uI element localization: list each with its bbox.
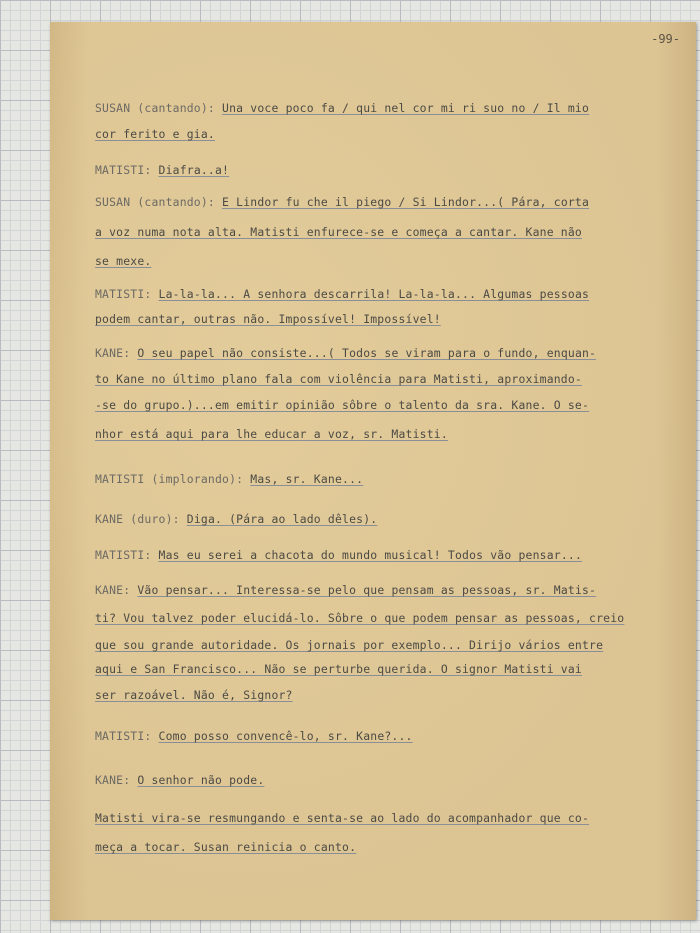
- speaker-label: SUSAN (cantando):: [95, 195, 223, 209]
- script-line: [95, 583, 596, 597]
- line-text: O seu papel não consiste...( Todos se viram para o fundo, enquan-: [137, 346, 597, 360]
- speaker-label: KANE (duro):: [95, 512, 187, 526]
- line-text: Mas eu serei a chacota do mundo musical! Todos vão pensar...: [158, 548, 582, 562]
- script-line: [95, 548, 582, 562]
- script-line: [95, 195, 589, 209]
- script-line: [95, 811, 589, 825]
- page-number: -99-: [651, 32, 680, 46]
- speaker-label: KANE:: [95, 346, 138, 360]
- script-line: [95, 346, 596, 360]
- speaker-label: KANE:: [95, 773, 138, 787]
- line-text: E Lindor fu che il piego / Si Lindor...( Pára, corta: [222, 195, 590, 209]
- script-line: [95, 427, 448, 441]
- line-text: cor ferito e gia.: [95, 127, 215, 141]
- script-line: [95, 662, 582, 676]
- line-text: meça a tocar. Susan reinicia o canto.: [95, 840, 357, 854]
- line-text: podem cantar, outras não. Impossível! Impossível!: [95, 312, 441, 326]
- script-line: [95, 638, 603, 652]
- script-line: [95, 163, 229, 177]
- line-text: ser razoável. Não é, Signor?: [95, 688, 293, 702]
- speaker-label: MATISTI:: [95, 548, 159, 562]
- script-line: [95, 840, 356, 854]
- speaker-label: MATISTI:: [95, 163, 159, 177]
- script-line: [95, 101, 589, 115]
- line-text: Diafra..a!: [158, 163, 230, 177]
- script-line: [95, 729, 413, 743]
- script-line: [95, 287, 589, 301]
- script-line: [95, 372, 582, 386]
- line-text: ti? Vou talvez poder elucidá-lo. Sôbre o que podem pensar as pessoas, creio: [95, 611, 625, 625]
- script-line: [95, 472, 363, 486]
- script-line: [95, 611, 624, 625]
- line-text: Mas, sr. Kane...: [250, 472, 364, 486]
- script-line: [95, 127, 215, 141]
- script-line: [95, 398, 589, 412]
- line-text: Vão pensar... Interessa-se pelo que pensam as pessoas, sr. Matis-: [137, 583, 597, 597]
- line-text: Matisti vira-se resmungando e senta-se ao lado do acompanhador que co-: [95, 811, 590, 825]
- script-line: [95, 688, 293, 702]
- line-text: Como posso convencê-lo, sr. Kane?...: [158, 729, 413, 743]
- line-text: a voz numa nota alta. Matisti enfurece-se e começa a cantar. Kane não: [95, 225, 582, 239]
- line-text: O senhor não pode.: [137, 773, 265, 787]
- speaker-label: SUSAN (cantando):: [95, 101, 223, 115]
- line-text: -se do grupo.)...em emitir opinião sôbre o talento da sra. Kane. O se-: [95, 398, 590, 412]
- line-text: aqui e San Francisco... Não se perturbe querida. O signor Matisti vai: [95, 662, 582, 676]
- line-text: que sou grande autoridade. Os jornais por exemplo... Dirijo vários entre: [95, 638, 604, 652]
- script-line: [95, 225, 582, 239]
- speaker-label: KANE:: [95, 583, 138, 597]
- line-text: Una voce poco fa / qui nel cor mi ri suo no / Il mio: [222, 101, 590, 115]
- line-text: La-la-la... A senhora descarrila! La-la-la... Algumas pessoas: [158, 287, 590, 301]
- speaker-label: MATISTI (implorando):: [95, 472, 251, 486]
- line-text: nhor está aqui para lhe educar a voz, sr. Matisti.: [95, 427, 448, 441]
- script-line: [95, 512, 377, 526]
- speaker-label: MATISTI:: [95, 729, 159, 743]
- line-text: Diga. (Pára ao lado dêles).: [186, 512, 378, 526]
- script-line: [95, 773, 264, 787]
- script-line: [95, 254, 151, 268]
- speaker-label: MATISTI:: [95, 287, 159, 301]
- line-text: se mexe.: [95, 254, 152, 268]
- line-text: to Kane no último plano fala com violência para Matisti, aproximando-: [95, 372, 582, 386]
- script-line: [95, 312, 441, 326]
